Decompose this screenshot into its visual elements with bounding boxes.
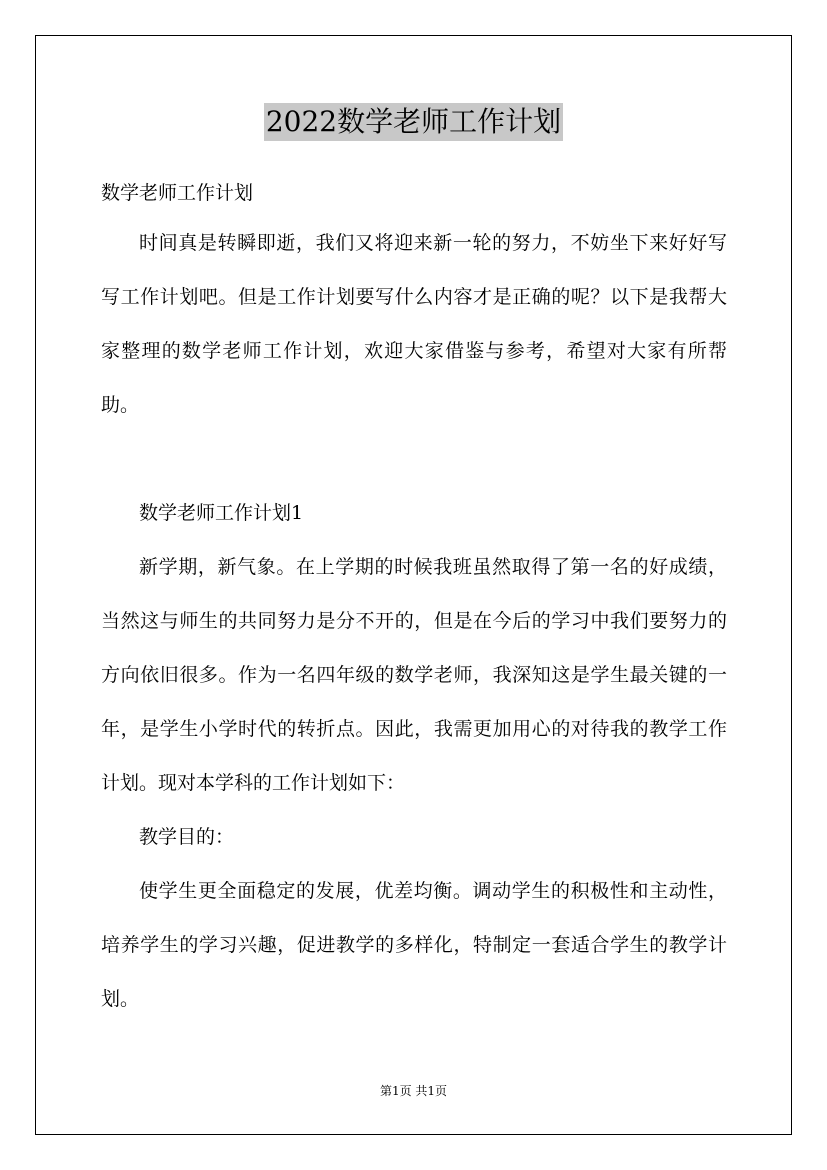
document-subtitle: 数学老师工作计划: [101, 182, 254, 204]
title-container: [0, 103, 827, 141]
intro-paragraph: 时间真是转瞬即逝，我们又将迎来新一轮的努力，不妨坐下来好好写写工作计划吧。但是工作计划要写什么内容才是正确的呢？以下是我帮大家整理的数学老师工作计划，欢迎大家借鉴与参考，希望对大家有所帮助。: [101, 232, 727, 416]
goal-paragraph: 使学生更全面稳定的发展，优差均衡。调动学生的积极性和主动性，培养学生的学习兴趣，促进教学的多样化，特制定一套适合学生的教学计划。: [101, 880, 727, 1010]
section-heading: 数学老师工作计划1: [139, 502, 304, 524]
page-footer: 第1页 共1页: [379, 1084, 448, 1098]
paragraph-gap: [101, 432, 727, 486]
section-paragraph: 新学期，新气象。在上学期的时候我班虽然取得了第一名的好成绩，当然这与师生的共同努力是分不开的，但是在今后的学习中我们要努力的方向依旧很多。作为一名四年级的数学老师，我深知这是学生最关键的一年，是学生小学时代的转折点。因此，我需更加用心的对待我的教学工作计划。现对本学科的工作计划如下：: [101, 556, 727, 794]
document-title: 2022数学老师工作计划: [264, 103, 563, 141]
goal-heading: 教学目的：: [139, 826, 235, 848]
document-body: [101, 170, 727, 1026]
